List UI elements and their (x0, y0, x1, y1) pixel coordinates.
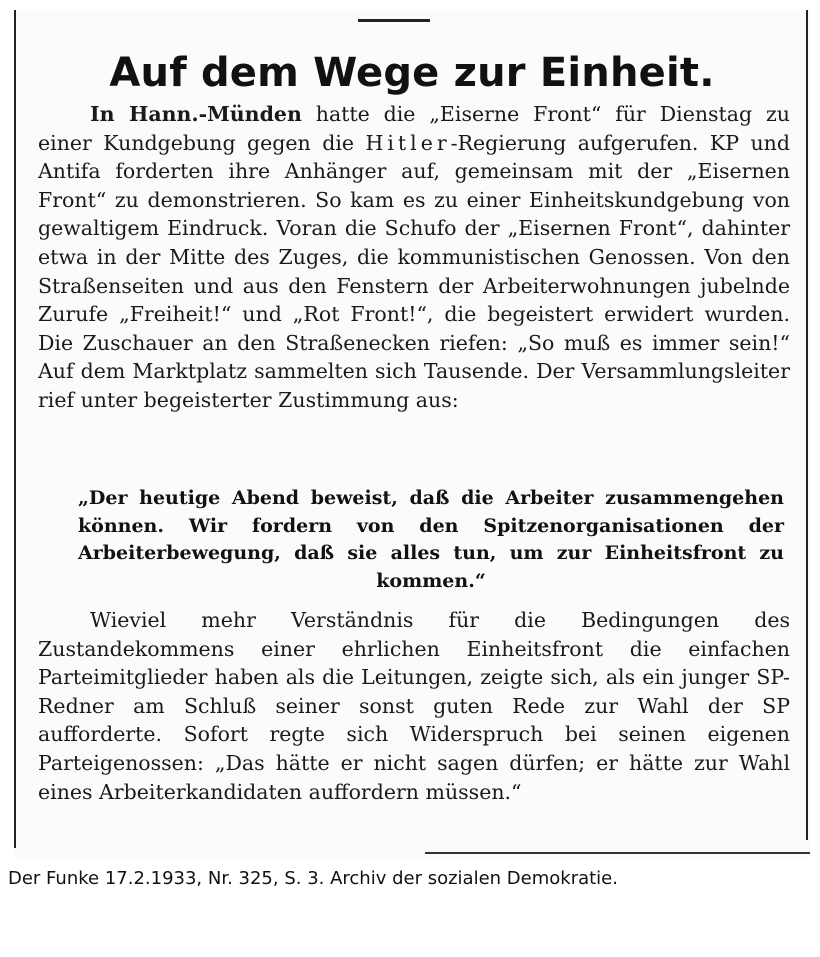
paragraph-1-text-b: -Regierung aufgerufen. KP und Antifa forderten ihre Anhänger auf, gemeinsam mit der „Eisernen Front“ zu demonstrieren. So kam es zu einer Einheitskundgebung von gewaltigem Eindruck. Voran die Schufo der „Eisernen Front“, dahinter etwa in der Mitte des Zuges, die kommunistischen Genossen. Von den Straßenseiten und aus den Fenstern der Arbeiterwohnungen jubelnde Zurufe „Freiheit!“ und „Rot Front!“, die begeistert erwidert wurden. Die Zuschauer an den Straßenecken riefen: „So muß es immer sein!“ Auf dem Marktplatz sammelten sich Tausende. Der Versammlungsleiter rief unter begeisterter Zustimmung aus: (38, 130, 791, 412)
bottom-separator-rule (425, 852, 810, 854)
left-column-rule (14, 10, 16, 848)
right-column-rule (806, 10, 808, 840)
paragraph-1-text-a: hatte die „Eiserne Front“ für Dienstag zu einer Kundgebung gegen die (38, 102, 790, 155)
paragraph-1-spaced-word: Hitler (365, 130, 451, 155)
article-headline: Auf dem Wege zur Einheit. (109, 50, 715, 96)
source-caption: Der Funke 17.2.1933, Nr. 325, S. 3. Archiv der sozialen Demokratie. (8, 868, 618, 889)
article-quote: „Der heutige Abend beweist, daß die Arbeiter zusammengehen können. Wir fordern von den Spitzenorganisationen der Arbeiterbewegung, daß sie alles tun, um zur Einheitsfront zu kommen.“ (78, 487, 784, 592)
article-paragraph-2: Wieviel mehr Verständnis für die Bedingungen des Zustandekommens einer ehrlichen Einheitsfront die einfachen Parteimitglieder haben als die Leitungen, zeigte sich, als ein junger SP-Redner am Schluß seiner sonst guten Rede zur Wahl der SP aufforderte. Sofort regte sich Widerspruch bei seinen eigenen Parteigenossen: „Das hätte er nicht sagen dürfen; er hätte zur Wahl eines Arbeiterkandidaten auffordern müssen.“ (38, 608, 790, 804)
top-separator-dash (358, 19, 430, 22)
article-paragraph-1 (38, 100, 790, 415)
paragraph-lead-location: In Hann.-Münden (90, 102, 302, 126)
